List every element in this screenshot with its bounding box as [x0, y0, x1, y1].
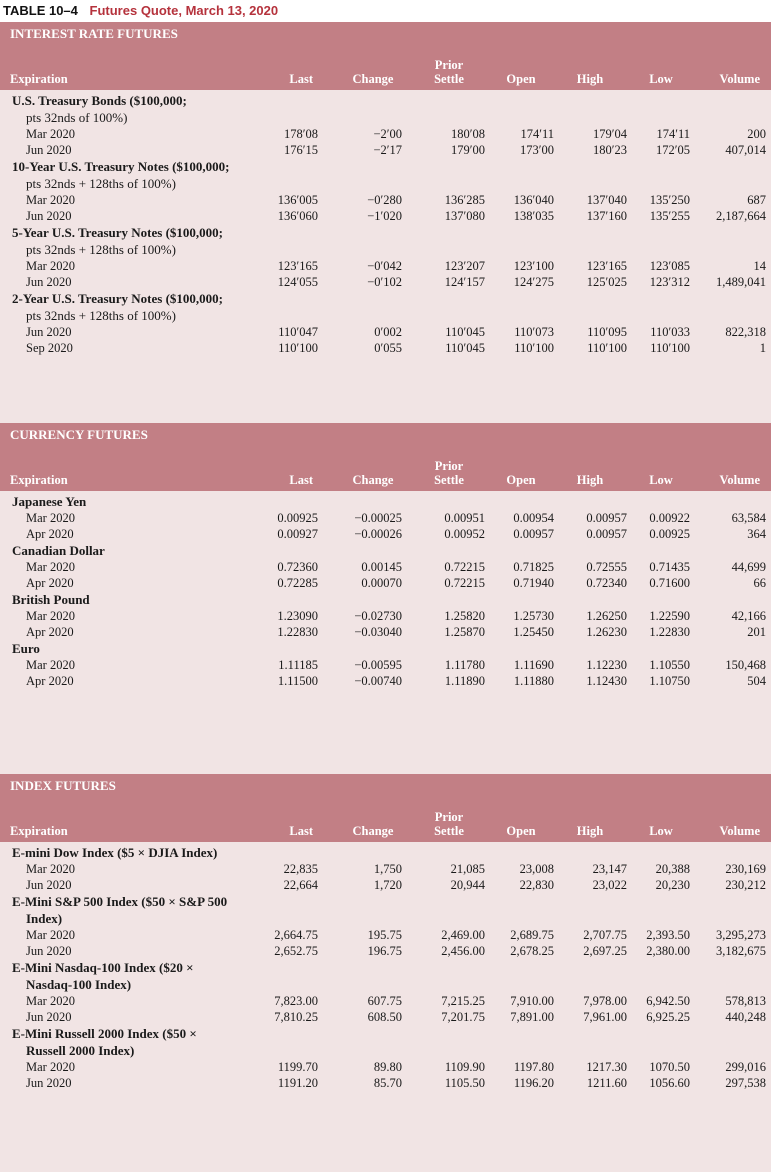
group-name: 5-Year U.S. Treasury Notes ($100,000; — [12, 225, 223, 240]
group-name: E-Mini Russell 2000 Index ($50 × — [12, 1026, 197, 1041]
table-row — [0, 927, 771, 943]
row-high: 110′100 — [587, 341, 627, 355]
table-row — [0, 559, 771, 575]
table-row — [0, 624, 771, 640]
table-row — [0, 324, 771, 340]
row-change: 1,750 — [373, 862, 402, 876]
row-prior: 137′080 — [444, 209, 485, 223]
row-open: 1196.20 — [513, 1076, 554, 1090]
column-header-prior-settle — [409, 459, 489, 487]
row-expiration: Jun 2020 — [26, 209, 72, 223]
row-expiration: Jun 2020 — [26, 1010, 72, 1024]
row-prior: 179′00 — [451, 143, 485, 157]
row-expiration: Apr 2020 — [26, 625, 74, 639]
column-header-row — [0, 46, 771, 90]
row-high: 137′040 — [586, 193, 627, 207]
row-prior: 0.72215 — [444, 576, 485, 590]
row-prior: 110′045 — [445, 325, 485, 339]
row-last: 0.00927 — [277, 527, 318, 541]
row-high: 1.26230 — [586, 625, 627, 639]
row-last: 123′165 — [277, 259, 318, 273]
group-name: U.S. Treasury Bonds ($100,000; — [12, 93, 187, 108]
column-header-prior-line2: Settle — [434, 473, 464, 487]
row-change: −2′00 — [373, 127, 402, 141]
row-expiration: Mar 2020 — [26, 658, 75, 672]
section-title: CURRENCY FUTURES — [0, 423, 771, 447]
row-low: 0.00925 — [649, 527, 690, 541]
row-expiration: Mar 2020 — [26, 609, 75, 623]
column-header-low: Low — [649, 473, 673, 487]
column-header-last: Last — [289, 72, 313, 86]
row-open: 110′073 — [514, 325, 554, 339]
group-name: Russell 2000 Index) — [26, 1043, 135, 1058]
row-expiration: Jun 2020 — [26, 275, 72, 289]
row-change: 0.00070 — [361, 576, 402, 590]
group-name: 10-Year U.S. Treasury Notes ($100,000; — [12, 159, 230, 174]
row-high: 110′095 — [587, 325, 627, 339]
row-last: 136′005 — [277, 193, 318, 207]
table-row — [0, 142, 771, 158]
row-last: 2,652.75 — [274, 944, 318, 958]
row-last: 1.11500 — [277, 674, 318, 688]
row-change: −0.00740 — [354, 674, 402, 688]
row-change: −0′280 — [367, 193, 402, 207]
column-header-volume: Volume — [719, 473, 760, 487]
row-expiration: Apr 2020 — [26, 674, 74, 688]
row-last: 176′15 — [284, 143, 318, 157]
table-row — [0, 861, 771, 877]
row-low: 0.00922 — [649, 511, 690, 525]
row-prior: 7,215.25 — [441, 994, 485, 1008]
column-header-change: Change — [352, 824, 394, 838]
table-header — [0, 0, 771, 22]
row-volume: 201 — [747, 625, 766, 639]
section-title: INTEREST RATE FUTURES — [0, 22, 771, 46]
row-volume: 3,295,273 — [716, 928, 766, 942]
column-header-prior-settle — [409, 58, 489, 86]
row-expiration: Jun 2020 — [26, 944, 72, 958]
row-expiration: Mar 2020 — [26, 994, 75, 1008]
table-row — [0, 575, 771, 591]
row-expiration: Mar 2020 — [26, 560, 75, 574]
row-open: 22,830 — [519, 878, 554, 892]
row-low: 1056.60 — [649, 1076, 690, 1090]
row-volume: 150,468 — [725, 658, 766, 672]
row-expiration: Mar 2020 — [26, 193, 75, 207]
row-change: 89.80 — [373, 1060, 402, 1074]
row-volume: 687 — [747, 193, 766, 207]
column-header-row — [0, 798, 771, 842]
row-last: 22,835 — [283, 862, 318, 876]
row-volume: 42,166 — [731, 609, 766, 623]
row-high: 23,147 — [592, 862, 627, 876]
group-name: pts 32nds + 128ths of 100%) — [26, 242, 176, 257]
column-header-low: Low — [649, 824, 673, 838]
row-volume: 200 — [747, 127, 766, 141]
row-prior: 20,944 — [450, 878, 485, 892]
row-volume: 230,212 — [725, 878, 766, 892]
table-row — [0, 877, 771, 893]
row-last: 0.72360 — [277, 560, 318, 574]
row-high: 1211.60 — [586, 1076, 627, 1090]
row-change: −0.02730 — [354, 609, 402, 623]
column-header-prior-settle — [409, 810, 489, 838]
group-name: pts 32nds of 100%) — [26, 110, 128, 125]
row-prior: 123′207 — [444, 259, 485, 273]
row-low: 174′11 — [656, 127, 690, 141]
row-change: 608.50 — [367, 1010, 402, 1024]
group-name: E-mini Dow Index ($5 × DJIA Index) — [12, 845, 218, 860]
row-low: 6,925.25 — [646, 1010, 690, 1024]
sections-container — [0, 22, 771, 1172]
group-name: 2-Year U.S. Treasury Notes ($100,000; — [12, 291, 223, 306]
section-body — [0, 90, 771, 423]
column-header-expiration: Expiration — [10, 824, 68, 838]
row-volume: 297,538 — [725, 1076, 766, 1090]
column-header-volume: Volume — [719, 72, 760, 86]
column-header-prior-line1: Prior — [434, 58, 464, 72]
row-open: 0.71940 — [513, 576, 554, 590]
row-last: 1.23090 — [277, 609, 318, 623]
row-prior: 1.25870 — [444, 625, 485, 639]
row-change: −0′042 — [367, 259, 402, 273]
row-low: 1.10750 — [649, 674, 690, 688]
row-change: −0.00026 — [354, 527, 402, 541]
row-high: 0.72555 — [586, 560, 627, 574]
row-last: 22,664 — [283, 878, 318, 892]
table-row — [0, 192, 771, 208]
row-open: 1.25730 — [513, 609, 554, 623]
row-change: 0.00145 — [361, 560, 402, 574]
row-prior: 1109.90 — [444, 1060, 485, 1074]
row-prior: 110′045 — [445, 341, 485, 355]
row-open: 23,008 — [519, 862, 554, 876]
row-high: 179′04 — [593, 127, 627, 141]
row-high: 7,978.00 — [583, 994, 627, 1008]
table-row — [0, 943, 771, 959]
row-prior: 2,469.00 — [441, 928, 485, 942]
row-volume: 3,182,675 — [716, 944, 766, 958]
row-open: 124′275 — [513, 275, 554, 289]
row-prior: 180′08 — [451, 127, 485, 141]
table-row — [0, 657, 771, 673]
row-prior: 1105.50 — [444, 1076, 485, 1090]
row-expiration: Apr 2020 — [26, 527, 74, 541]
row-volume: 504 — [747, 674, 766, 688]
row-open: 0.00957 — [513, 527, 554, 541]
row-change: −0′102 — [367, 275, 402, 289]
row-volume: 1 — [759, 341, 766, 355]
row-last: 178′08 — [284, 127, 318, 141]
group-name: pts 32nds + 128ths of 100%) — [26, 308, 176, 323]
row-low: 1.22590 — [649, 609, 690, 623]
row-high: 0.72340 — [586, 576, 627, 590]
row-prior: 7,201.75 — [441, 1010, 485, 1024]
table-row — [0, 673, 771, 689]
group-name: Canadian Dollar — [12, 543, 105, 558]
row-open: 136′040 — [513, 193, 554, 207]
row-high: 1.12230 — [586, 658, 627, 672]
row-open: 138′035 — [513, 209, 554, 223]
column-header-prior-line2: Settle — [434, 824, 464, 838]
row-open: 0.71825 — [513, 560, 554, 574]
group-name: E-Mini Nasdaq-100 Index ($20 × — [12, 960, 194, 975]
column-header-open: Open — [506, 824, 536, 838]
row-high: 7,961.00 — [583, 1010, 627, 1024]
row-high: 1.26250 — [586, 609, 627, 623]
row-open: 2,689.75 — [510, 928, 554, 942]
row-prior: 0.00951 — [444, 511, 485, 525]
row-volume: 14 — [753, 259, 766, 273]
row-low: 20,230 — [655, 878, 690, 892]
row-expiration: Sep 2020 — [26, 341, 73, 355]
row-open: 7,910.00 — [510, 994, 554, 1008]
row-open: 174′11 — [520, 127, 554, 141]
group-name: E-Mini S&P 500 Index ($50 × S&P 500 — [12, 894, 228, 909]
row-prior: 1.11890 — [444, 674, 485, 688]
row-volume: 299,016 — [725, 1060, 766, 1074]
row-change: −0.03040 — [354, 625, 402, 639]
row-low: 1070.50 — [649, 1060, 690, 1074]
row-prior: 21,085 — [450, 862, 485, 876]
row-open: 173′00 — [520, 143, 554, 157]
table-row — [0, 1009, 771, 1025]
column-header-prior-line1: Prior — [434, 810, 464, 824]
row-expiration: Mar 2020 — [26, 928, 75, 942]
row-change: −2′17 — [373, 143, 402, 157]
group-name: British Pound — [12, 592, 90, 607]
row-volume: 578,813 — [725, 994, 766, 1008]
row-low: 1.10550 — [649, 658, 690, 672]
group-name: Index) — [26, 911, 63, 926]
row-last: 0.72285 — [277, 576, 318, 590]
column-header-prior-line1: Prior — [434, 459, 464, 473]
row-low: 110′100 — [650, 341, 690, 355]
row-low: 172′05 — [656, 143, 690, 157]
section-body — [0, 842, 771, 1172]
row-change: 0′002 — [374, 325, 402, 339]
row-high: 1217.30 — [586, 1060, 627, 1074]
row-low: 110′033 — [650, 325, 690, 339]
row-expiration: Jun 2020 — [26, 1076, 72, 1090]
row-low: 123′085 — [649, 259, 690, 273]
group-name: Euro — [12, 641, 40, 656]
row-prior: 136′285 — [444, 193, 485, 207]
group-name: Japanese Yen — [12, 494, 87, 509]
row-change: 0′055 — [374, 341, 402, 355]
column-header-low: Low — [649, 72, 673, 86]
row-high: 125′025 — [586, 275, 627, 289]
column-header-volume: Volume — [719, 824, 760, 838]
row-change: −1′020 — [367, 209, 402, 223]
row-expiration: Jun 2020 — [26, 143, 72, 157]
row-high: 123′165 — [586, 259, 627, 273]
table-row — [0, 208, 771, 224]
row-change: −0.00595 — [354, 658, 402, 672]
column-header-expiration: Expiration — [10, 72, 68, 86]
row-change: 1,720 — [373, 878, 402, 892]
row-prior: 1.11780 — [444, 658, 485, 672]
column-header-high: High — [576, 824, 604, 838]
table-row — [0, 526, 771, 542]
row-expiration: Mar 2020 — [26, 511, 75, 525]
row-low: 123′312 — [649, 275, 690, 289]
row-volume: 822,318 — [725, 325, 766, 339]
row-volume: 2,187,664 — [716, 209, 766, 223]
row-open: 1.25450 — [513, 625, 554, 639]
column-header-open: Open — [506, 72, 536, 86]
row-high: 0.00957 — [586, 527, 627, 541]
group-name: pts 32nds + 128ths of 100%) — [26, 176, 176, 191]
row-last: 1.22830 — [277, 625, 318, 639]
table-number: TABLE 10–4 — [3, 3, 78, 18]
row-low: 2,393.50 — [646, 928, 690, 942]
row-last: 1.11185 — [278, 658, 318, 672]
row-volume: 66 — [753, 576, 766, 590]
row-low: 1.22830 — [649, 625, 690, 639]
row-last: 1191.20 — [277, 1076, 318, 1090]
table-row — [0, 993, 771, 1009]
row-last: 136′060 — [277, 209, 318, 223]
row-low: 0.71435 — [649, 560, 690, 574]
row-change: −0.00025 — [354, 511, 402, 525]
row-low: 20,388 — [655, 862, 690, 876]
table-row — [0, 126, 771, 142]
row-low: 0.71600 — [649, 576, 690, 590]
row-open: 110′100 — [514, 341, 554, 355]
row-expiration: Mar 2020 — [26, 127, 75, 141]
table-row — [0, 258, 771, 274]
row-high: 1.12430 — [586, 674, 627, 688]
row-low: 6,942.50 — [646, 994, 690, 1008]
row-prior: 0.72215 — [444, 560, 485, 574]
row-open: 2,678.25 — [510, 944, 554, 958]
column-header-last: Last — [289, 824, 313, 838]
row-volume: 440,248 — [725, 1010, 766, 1024]
table-row — [0, 608, 771, 624]
row-high: 2,697.25 — [583, 944, 627, 958]
section-body — [0, 491, 771, 774]
row-open: 0.00954 — [513, 511, 554, 525]
column-header-change: Change — [352, 473, 394, 487]
row-volume: 230,169 — [725, 862, 766, 876]
row-high: 0.00957 — [586, 511, 627, 525]
row-last: 124′055 — [277, 275, 318, 289]
table-row — [0, 274, 771, 290]
row-expiration: Mar 2020 — [26, 259, 75, 273]
table-row — [0, 1075, 771, 1091]
column-header-high: High — [576, 473, 604, 487]
row-last: 110′047 — [278, 325, 318, 339]
row-open: 1197.80 — [513, 1060, 554, 1074]
table-row — [0, 510, 771, 526]
section-title: INDEX FUTURES — [0, 774, 771, 798]
row-last: 0.00925 — [277, 511, 318, 525]
row-expiration: Jun 2020 — [26, 325, 72, 339]
row-last: 110′100 — [278, 341, 318, 355]
row-change: 196.75 — [367, 944, 402, 958]
row-open: 123′100 — [513, 259, 554, 273]
row-volume: 63,584 — [731, 511, 766, 525]
row-open: 1.11690 — [513, 658, 554, 672]
row-last: 7,810.25 — [274, 1010, 318, 1024]
row-volume: 407,014 — [725, 143, 766, 157]
row-open: 7,891.00 — [510, 1010, 554, 1024]
row-expiration: Mar 2020 — [26, 1060, 75, 1074]
row-prior: 0.00952 — [444, 527, 485, 541]
row-low: 135′255 — [649, 209, 690, 223]
row-high: 2,707.75 — [583, 928, 627, 942]
column-header-expiration: Expiration — [10, 473, 68, 487]
row-prior: 124′157 — [444, 275, 485, 289]
row-expiration: Mar 2020 — [26, 862, 75, 876]
row-volume: 1,489,041 — [716, 275, 766, 289]
column-header-last: Last — [289, 473, 313, 487]
row-last: 2,664.75 — [274, 928, 318, 942]
row-low: 2,380.00 — [646, 944, 690, 958]
row-high: 23,022 — [592, 878, 627, 892]
column-header-row — [0, 447, 771, 491]
table-row — [0, 1059, 771, 1075]
row-volume: 364 — [747, 527, 766, 541]
row-expiration: Jun 2020 — [26, 878, 72, 892]
row-last: 1199.70 — [277, 1060, 318, 1074]
row-change: 607.75 — [367, 994, 402, 1008]
column-header-open: Open — [506, 473, 536, 487]
row-change: 195.75 — [367, 928, 402, 942]
row-last: 7,823.00 — [274, 994, 318, 1008]
row-expiration: Apr 2020 — [26, 576, 74, 590]
table-row — [0, 340, 771, 356]
row-high: 180′23 — [593, 143, 627, 157]
row-low: 135′250 — [649, 193, 690, 207]
column-header-high: High — [576, 72, 604, 86]
row-volume: 44,699 — [731, 560, 766, 574]
row-open: 1.11880 — [513, 674, 554, 688]
column-header-change: Change — [352, 72, 394, 86]
group-name: Nasdaq-100 Index) — [26, 977, 132, 992]
row-change: 85.70 — [373, 1076, 402, 1090]
table-title: Futures Quote, March 13, 2020 — [89, 3, 279, 18]
row-prior: 2,456.00 — [441, 944, 485, 958]
row-high: 137′160 — [586, 209, 627, 223]
row-prior: 1.25820 — [444, 609, 485, 623]
column-header-prior-line2: Settle — [434, 72, 464, 86]
